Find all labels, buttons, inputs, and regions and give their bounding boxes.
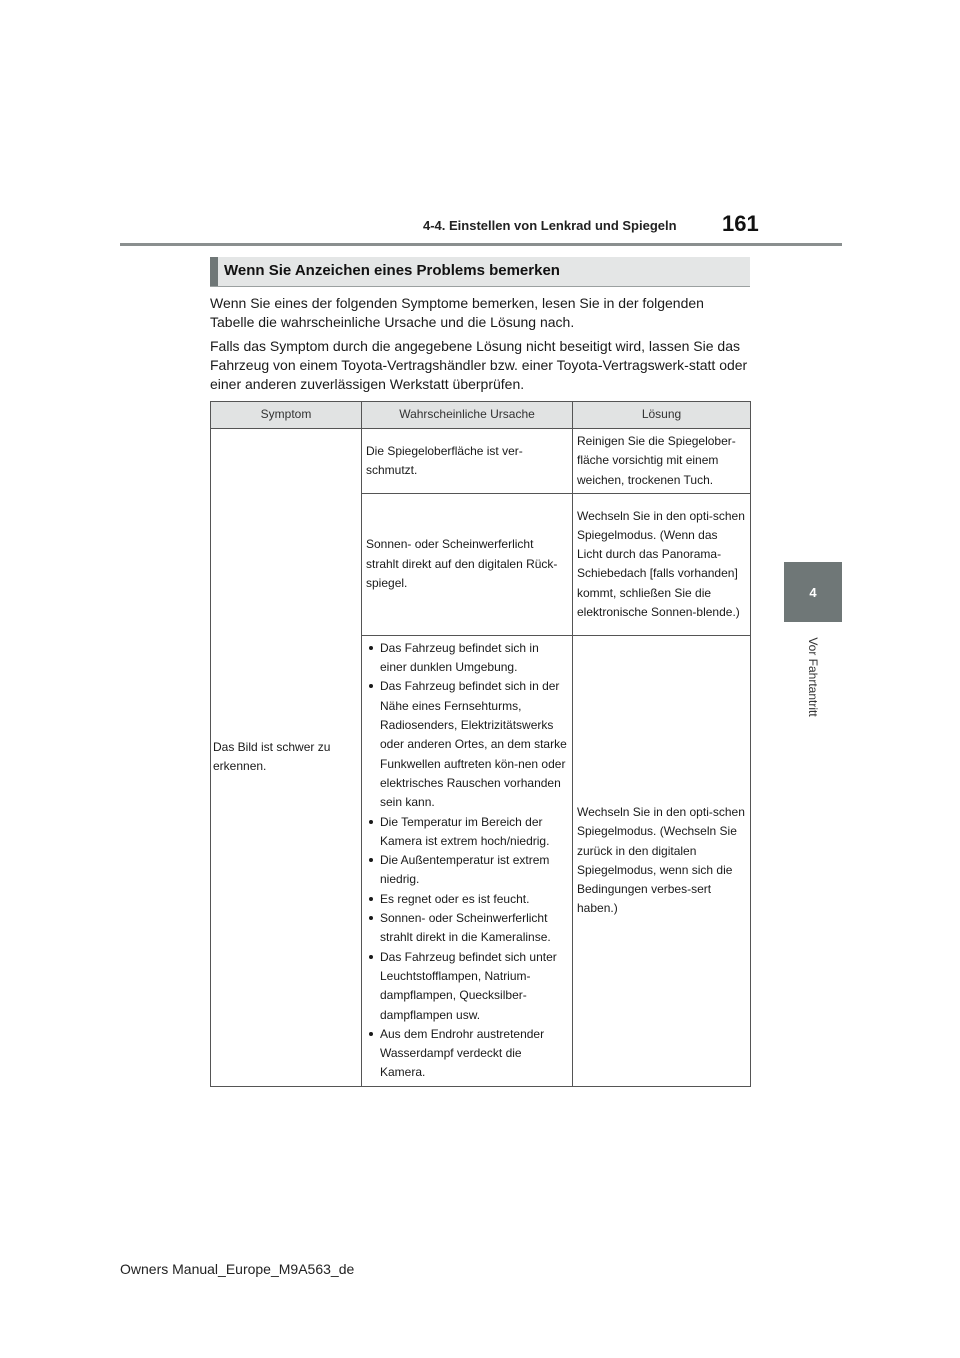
heading-text: Wenn Sie Anzeichen eines Problems bemerken	[224, 262, 560, 279]
heading-accent-bar	[210, 257, 218, 286]
list-item: Die Außentemperatur ist extrem niedrig.	[366, 851, 568, 890]
list-item: Sonnen- oder Scheinwerferlicht strahlt direkt in die Kameralinse.	[366, 909, 568, 948]
advice-paragraph: Falls das Symptom durch die angegebene Lösung nicht beseitigt wird, lassen Sie das Fahrzeug von einem Toyota-Vertragshändler bzw. einer Toyota-Vertragswerk-statt oder einer anderen zuverlässigen Werkstatt überprüfen.	[210, 338, 748, 392]
cause-cell: Die Spiegeloberfläche ist ver-schmutzt.	[362, 429, 573, 494]
cause-cell	[362, 635, 573, 1086]
footer-document-id: Owners Manual_Europe_M9A563_de	[120, 1261, 355, 1277]
solution-cell: Reinigen Sie die Spiegelober-fläche vorsichtig mit einem weichen, trockenen Tuch.	[573, 429, 751, 494]
column-header-cause: Wahrscheinliche Ursache	[362, 402, 573, 429]
cause-list	[366, 639, 568, 1083]
section-heading	[210, 257, 750, 287]
solution-cell: Wechseln Sie in den opti-schen Spiegelmodus. (Wechseln Sie zurück in den digitalen Spiegelmodus, wenn sich die Bedingungen verbes-sert haben.)	[573, 635, 751, 1086]
intro-paragraph: Wenn Sie eines der folgenden Symptome bemerken, lesen Sie in der folgenden Tabelle die wahrscheinliche Ursache und die Lösung nach.	[210, 295, 704, 330]
solution-cell: Wechseln Sie in den opti-schen Spiegelmodus. (Wenn das Licht durch das Panorama-Schiebedach [falls vorhanden] kommt, schließen Sie die elektronische Sonnen-blende.)	[573, 493, 751, 635]
chapter-tab	[784, 562, 842, 622]
symptom-cell: Das Bild ist schwer zu erkennen.	[211, 429, 362, 1087]
column-header-solution: Lösung	[573, 402, 751, 429]
section-title: 4-4. Einstellen von Lenkrad und Spiegeln	[423, 218, 677, 233]
list-item: Aus dem Endrohr austretender Wasserdampf verdeckt die Kamera.	[366, 1025, 568, 1083]
list-item: Die Temperatur im Bereich der Kamera ist extrem hoch/niedrig.	[366, 813, 568, 852]
table-header-row	[211, 402, 751, 429]
list-item: Es regnet oder es ist feucht.	[366, 890, 568, 909]
table-row	[211, 429, 751, 494]
page-number: 161	[722, 211, 759, 236]
list-item: Das Fahrzeug befindet sich in der Nähe eines Fernsehturms, Radiosenders, Elektrizitätswerks oder anderen Ortes, an dem starke Funkwellen auftreten kön-nen oder elektrisches Rauschen vorhanden sein kann.	[366, 677, 568, 812]
troubleshooting-table	[210, 401, 751, 1087]
list-item: Das Fahrzeug befindet sich unter Leuchtstofflampen, Natrium-dampflampen, Quecksilber-dampflampen usw.	[366, 948, 568, 1025]
column-header-symptom: Symptom	[211, 402, 362, 429]
chapter-number: 4	[809, 584, 817, 600]
header-divider	[120, 243, 842, 246]
chapter-label-text: Vor Fahrtantritt	[806, 637, 820, 717]
cause-cell: Sonnen- oder Scheinwerferlicht strahlt direkt auf den digitalen Rück-spiegel.	[362, 493, 573, 635]
list-item: Das Fahrzeug befindet sich in einer dunklen Umgebung.	[366, 639, 568, 678]
